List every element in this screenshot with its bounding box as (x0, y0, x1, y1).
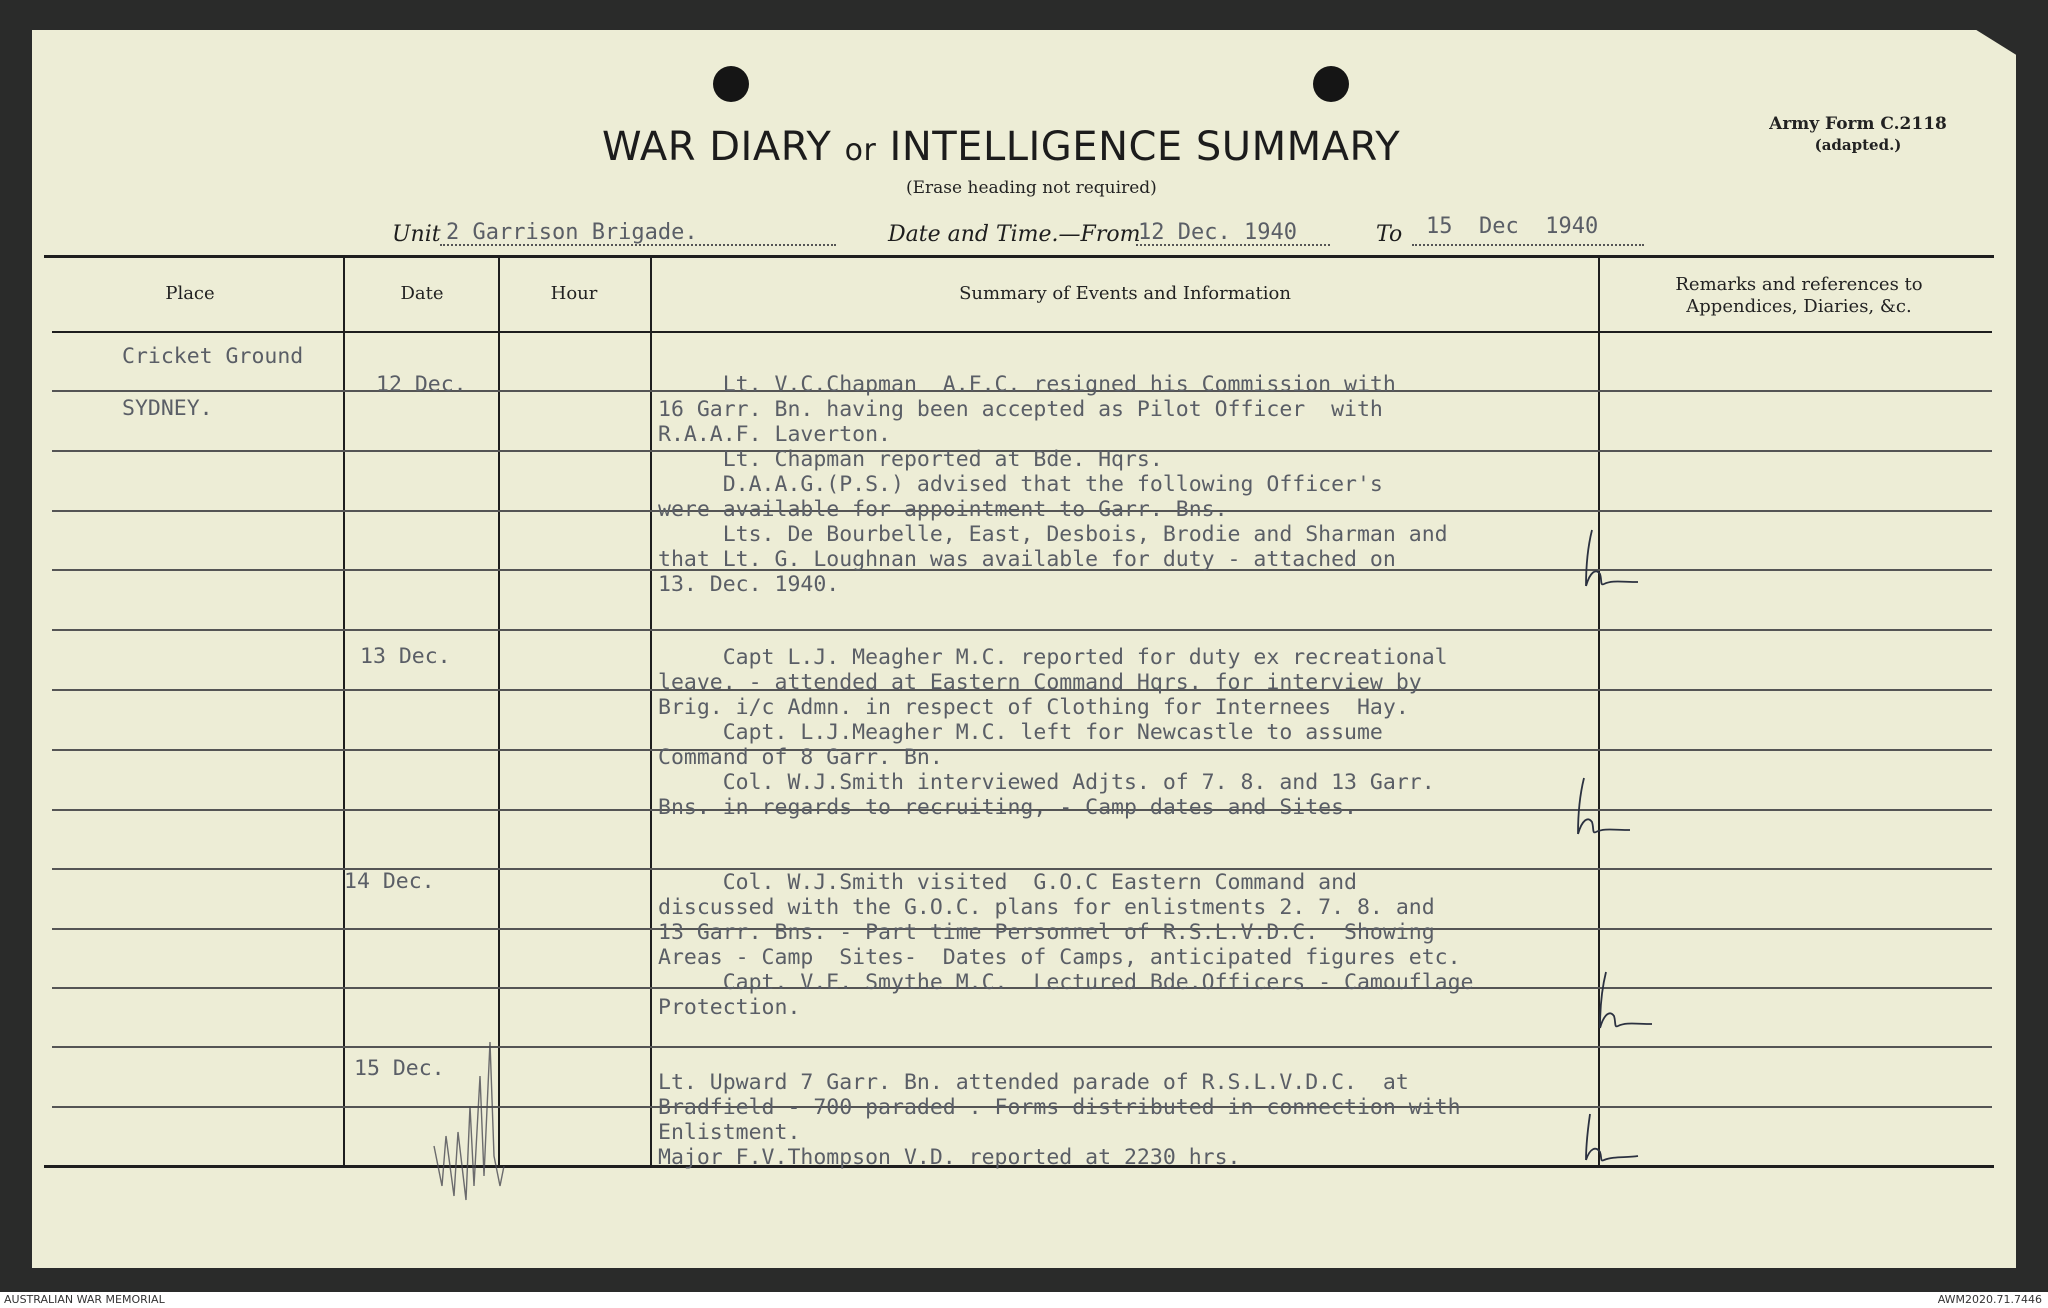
summary-line: R.A.A.F. Laverton. (658, 422, 891, 447)
page-subtitle: (Erase heading not required) (906, 178, 1157, 198)
col-header-place: Place (165, 283, 215, 304)
place-line2: SYDNEY. (122, 396, 213, 421)
summary-line: Brig. i/c Admn. in respect of Clothing for Internees Hay. (658, 695, 1409, 720)
col-header-summary: Summary of Events and Information (959, 283, 1291, 304)
col-divider-hour (650, 257, 652, 1165)
to-label: To (1376, 222, 1403, 247)
col-divider-place (343, 257, 345, 1165)
summary-line: Col. W.J.Smith interviewed Adjts. of 7. 8. and 13 Garr. (658, 770, 1435, 795)
col-header-hour: Hour (550, 283, 598, 304)
ruled-line (52, 629, 1992, 631)
summary-line: Bradfield - 700 paraded . Forms distributed in connection with (658, 1095, 1461, 1120)
summary-line: Enlistment. (658, 1120, 801, 1145)
summary-line: Bns. in regards to recruiting, - Camp dates and Sites. (658, 795, 1357, 820)
summary-line: 13. Dec. 1940. (658, 572, 840, 597)
initials-signature (1578, 524, 1668, 594)
date-label: Date and Time.—From (888, 222, 1141, 247)
initials-signature (1570, 772, 1660, 842)
punch-hole-left (713, 66, 749, 102)
summary-line: Lt. Chapman reported at Bde. Hqrs. (658, 447, 1163, 472)
army-form-note: (adapted.) (1814, 136, 1902, 154)
initials-signature (1592, 966, 1682, 1036)
date-to-value: 15 Dec 1940 (1426, 214, 1599, 239)
summary-line: were available for appointment to Garr. Bns. (658, 497, 1228, 522)
summary-line: Protection. (658, 995, 801, 1020)
date-from-value: 12 Dec. 1940 (1138, 220, 1297, 245)
page-title (602, 124, 1400, 170)
summary-line: leave. - attended at Eastern Command Hqrs. for interview by (658, 670, 1422, 695)
entry-date-1: 12 Dec. (376, 372, 467, 397)
summary-line: Capt. L.J.Meagher M.C. left for Newcastle to assume (658, 720, 1383, 745)
col-header-remarks-line1: Remarks and references to (1675, 274, 1923, 295)
title-main: WAR DIARY (602, 124, 832, 170)
entry-date-3: 14 Dec. (344, 869, 435, 894)
place-line1: Cricket Ground (122, 344, 304, 369)
summary-line: discussed with the G.O.C. plans for enlistments 2. 7. 8. and (658, 895, 1435, 920)
title-second: INTELLIGENCE SUMMARY (889, 124, 1401, 170)
summary-line: Lts. De Bourbelle, East, Desbois, Brodie and Sharman and (658, 522, 1448, 547)
summary-line: D.A.A.G.(P.S.) advised that the following Officer's (658, 472, 1383, 497)
col-divider-date (498, 257, 500, 1165)
summary-line: Capt L.J. Meagher M.C. reported for duty ex recreational (658, 645, 1448, 670)
summary-line: 16 Garr. Bn. having been accepted as Pilot Officer with (658, 397, 1383, 422)
table-top-rule (44, 255, 1994, 258)
summary-line: Col. W.J.Smith visited G.O.C Eastern Command and (658, 870, 1357, 895)
ruled-line (52, 749, 1992, 751)
summary-line: Lt. Upward 7 Garr. Bn. attended parade of R.S.L.V.D.C. at (658, 1070, 1409, 1095)
summary-line: Command of 8 Garr. Bn. (658, 745, 943, 770)
summary-line: that Lt. G. Loughnan was available for duty - attached on (658, 547, 1396, 572)
army-form-ref (1768, 114, 1948, 156)
date-to-dotline (1412, 244, 1644, 246)
summary-line: 13 Garr. Bns. - Part time Personnel of R.S.L.V.D.C. Showing (658, 920, 1435, 945)
ruled-line (52, 1046, 1992, 1048)
summary-line: Areas - Camp Sites- Dates of Camps, anticipated figures etc. (658, 945, 1461, 970)
col-header-remarks-line2: Appendices, Diaries, &c. (1686, 296, 1912, 317)
archive-reference: AWM2020.71.7446 (1937, 1293, 2042, 1306)
unit-label: Unit (392, 222, 441, 247)
pencil-scribble (424, 1036, 514, 1206)
entry-date-4: 15 Dec. (354, 1056, 445, 1081)
army-form-number: Army Form C.2118 (1769, 114, 1947, 134)
title-or: or (844, 133, 877, 168)
summary-line: Lt. V.C.Chapman A.F.C. resigned his Commission with (658, 372, 1396, 397)
entry-date-2: 13 Dec. (360, 644, 451, 669)
archive-name: AUSTRALIAN WAR MEMORIAL (4, 1293, 165, 1306)
punch-hole-right (1313, 66, 1349, 102)
initials-signature (1576, 1110, 1666, 1170)
col-header-date: Date (400, 283, 444, 304)
unit-value: 2 Garrison Brigade. (446, 220, 698, 245)
summary-line: Major F.V.Thompson V.D. reported at 2230 hrs. (658, 1145, 1241, 1170)
summary-line: Capt. V.E. Smythe M.C. Lectured Bde.Officers - Camouflage (658, 970, 1474, 995)
archive-footer (0, 1292, 2048, 1308)
col-header-remarks (1604, 274, 1994, 318)
